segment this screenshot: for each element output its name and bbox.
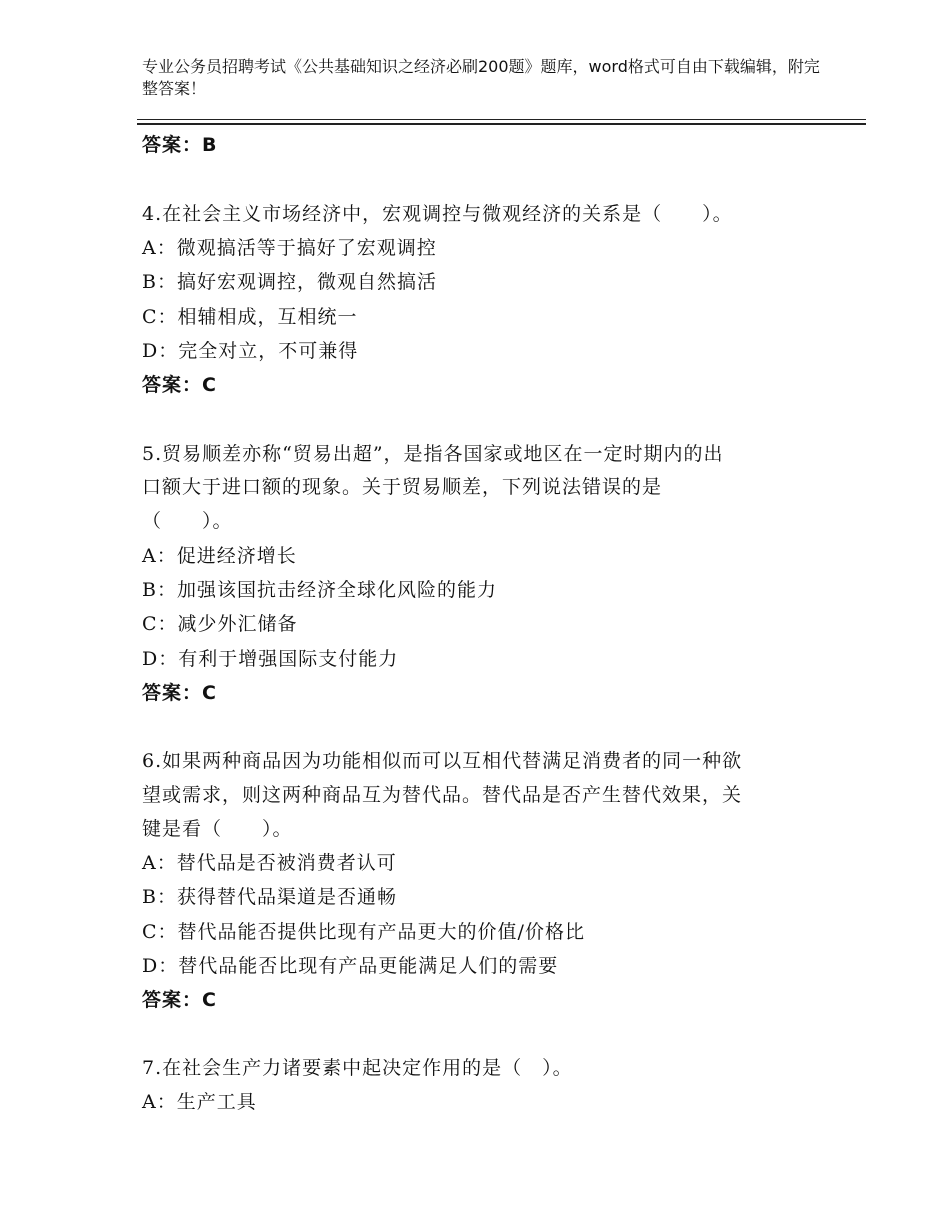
question-6-answer: 答案：C: [142, 989, 217, 1011]
question-5-stem-line1: 5.贸易顺差亦称“贸易出超”，是指各国家或地区在一定时期内的出: [142, 443, 724, 465]
header-rule-thin: [137, 119, 866, 120]
question-5-option-b: B：加强该国抗击经济全球化风险的能力: [142, 579, 497, 601]
question-5-stem-line3: （ ）。: [142, 510, 233, 532]
question-5-stem-line2: 口额大于进口额的现象。关于贸易顺差，下列说法错误的是: [142, 476, 663, 498]
question-4-answer: 答案：C: [142, 374, 217, 396]
question-7-stem: 7.在社会生产力诸要素中起决定作用的是（ ）。: [142, 1057, 573, 1079]
question-5-option-c: C：减少外汇储备: [142, 613, 298, 635]
question-6-option-c: C：替代品能否提供比现有产品更大的价值/价格比: [142, 921, 585, 943]
question-5-option-a: A：促进经济增长: [142, 545, 297, 567]
question-4-option-c: C：相辅相成，互相统一: [142, 306, 358, 328]
question-6-option-b: B：获得替代品渠道是否通畅: [142, 886, 397, 908]
answer-line: 答案：B: [142, 134, 218, 156]
question-5-answer: 答案：C: [142, 682, 217, 704]
question-6-stem-line3: 键是看（ ）。: [142, 818, 293, 840]
header-rule-thick: [137, 123, 866, 125]
page-header: 专业公务员招聘考试《公共基础知识之经济必刷200题》题库，word格式可自由下载编辑，附完整答案！: [142, 57, 820, 98]
question-5-option-d: D：有利于增强国际支付能力: [142, 648, 399, 670]
question-6-stem-line2: 望或需求，则这两种商品互为替代品。替代品是否产生替代效果，关: [142, 784, 743, 806]
question-4-option-a: A：微观搞活等于搞好了宏观调控: [142, 237, 437, 259]
question-4-option-b: B：搞好宏观调控，微观自然搞活: [142, 271, 437, 293]
question-6-stem-line1: 6.如果两种商品因为功能相似而可以互相代替满足消费者的同一种欲: [142, 750, 743, 772]
question-6-option-d: D：替代品能否比现有产品更能满足人们的需要: [142, 955, 559, 977]
question-4-option-d: D：完全对立，不可兼得: [142, 340, 359, 362]
question-4-stem: 4.在社会主义市场经济中，宏观调控与微观经济的关系是（ ）。: [142, 203, 733, 225]
question-6-option-a: A：替代品是否被消费者认可: [142, 852, 397, 874]
question-7-option-a: A：生产工具: [142, 1091, 257, 1113]
